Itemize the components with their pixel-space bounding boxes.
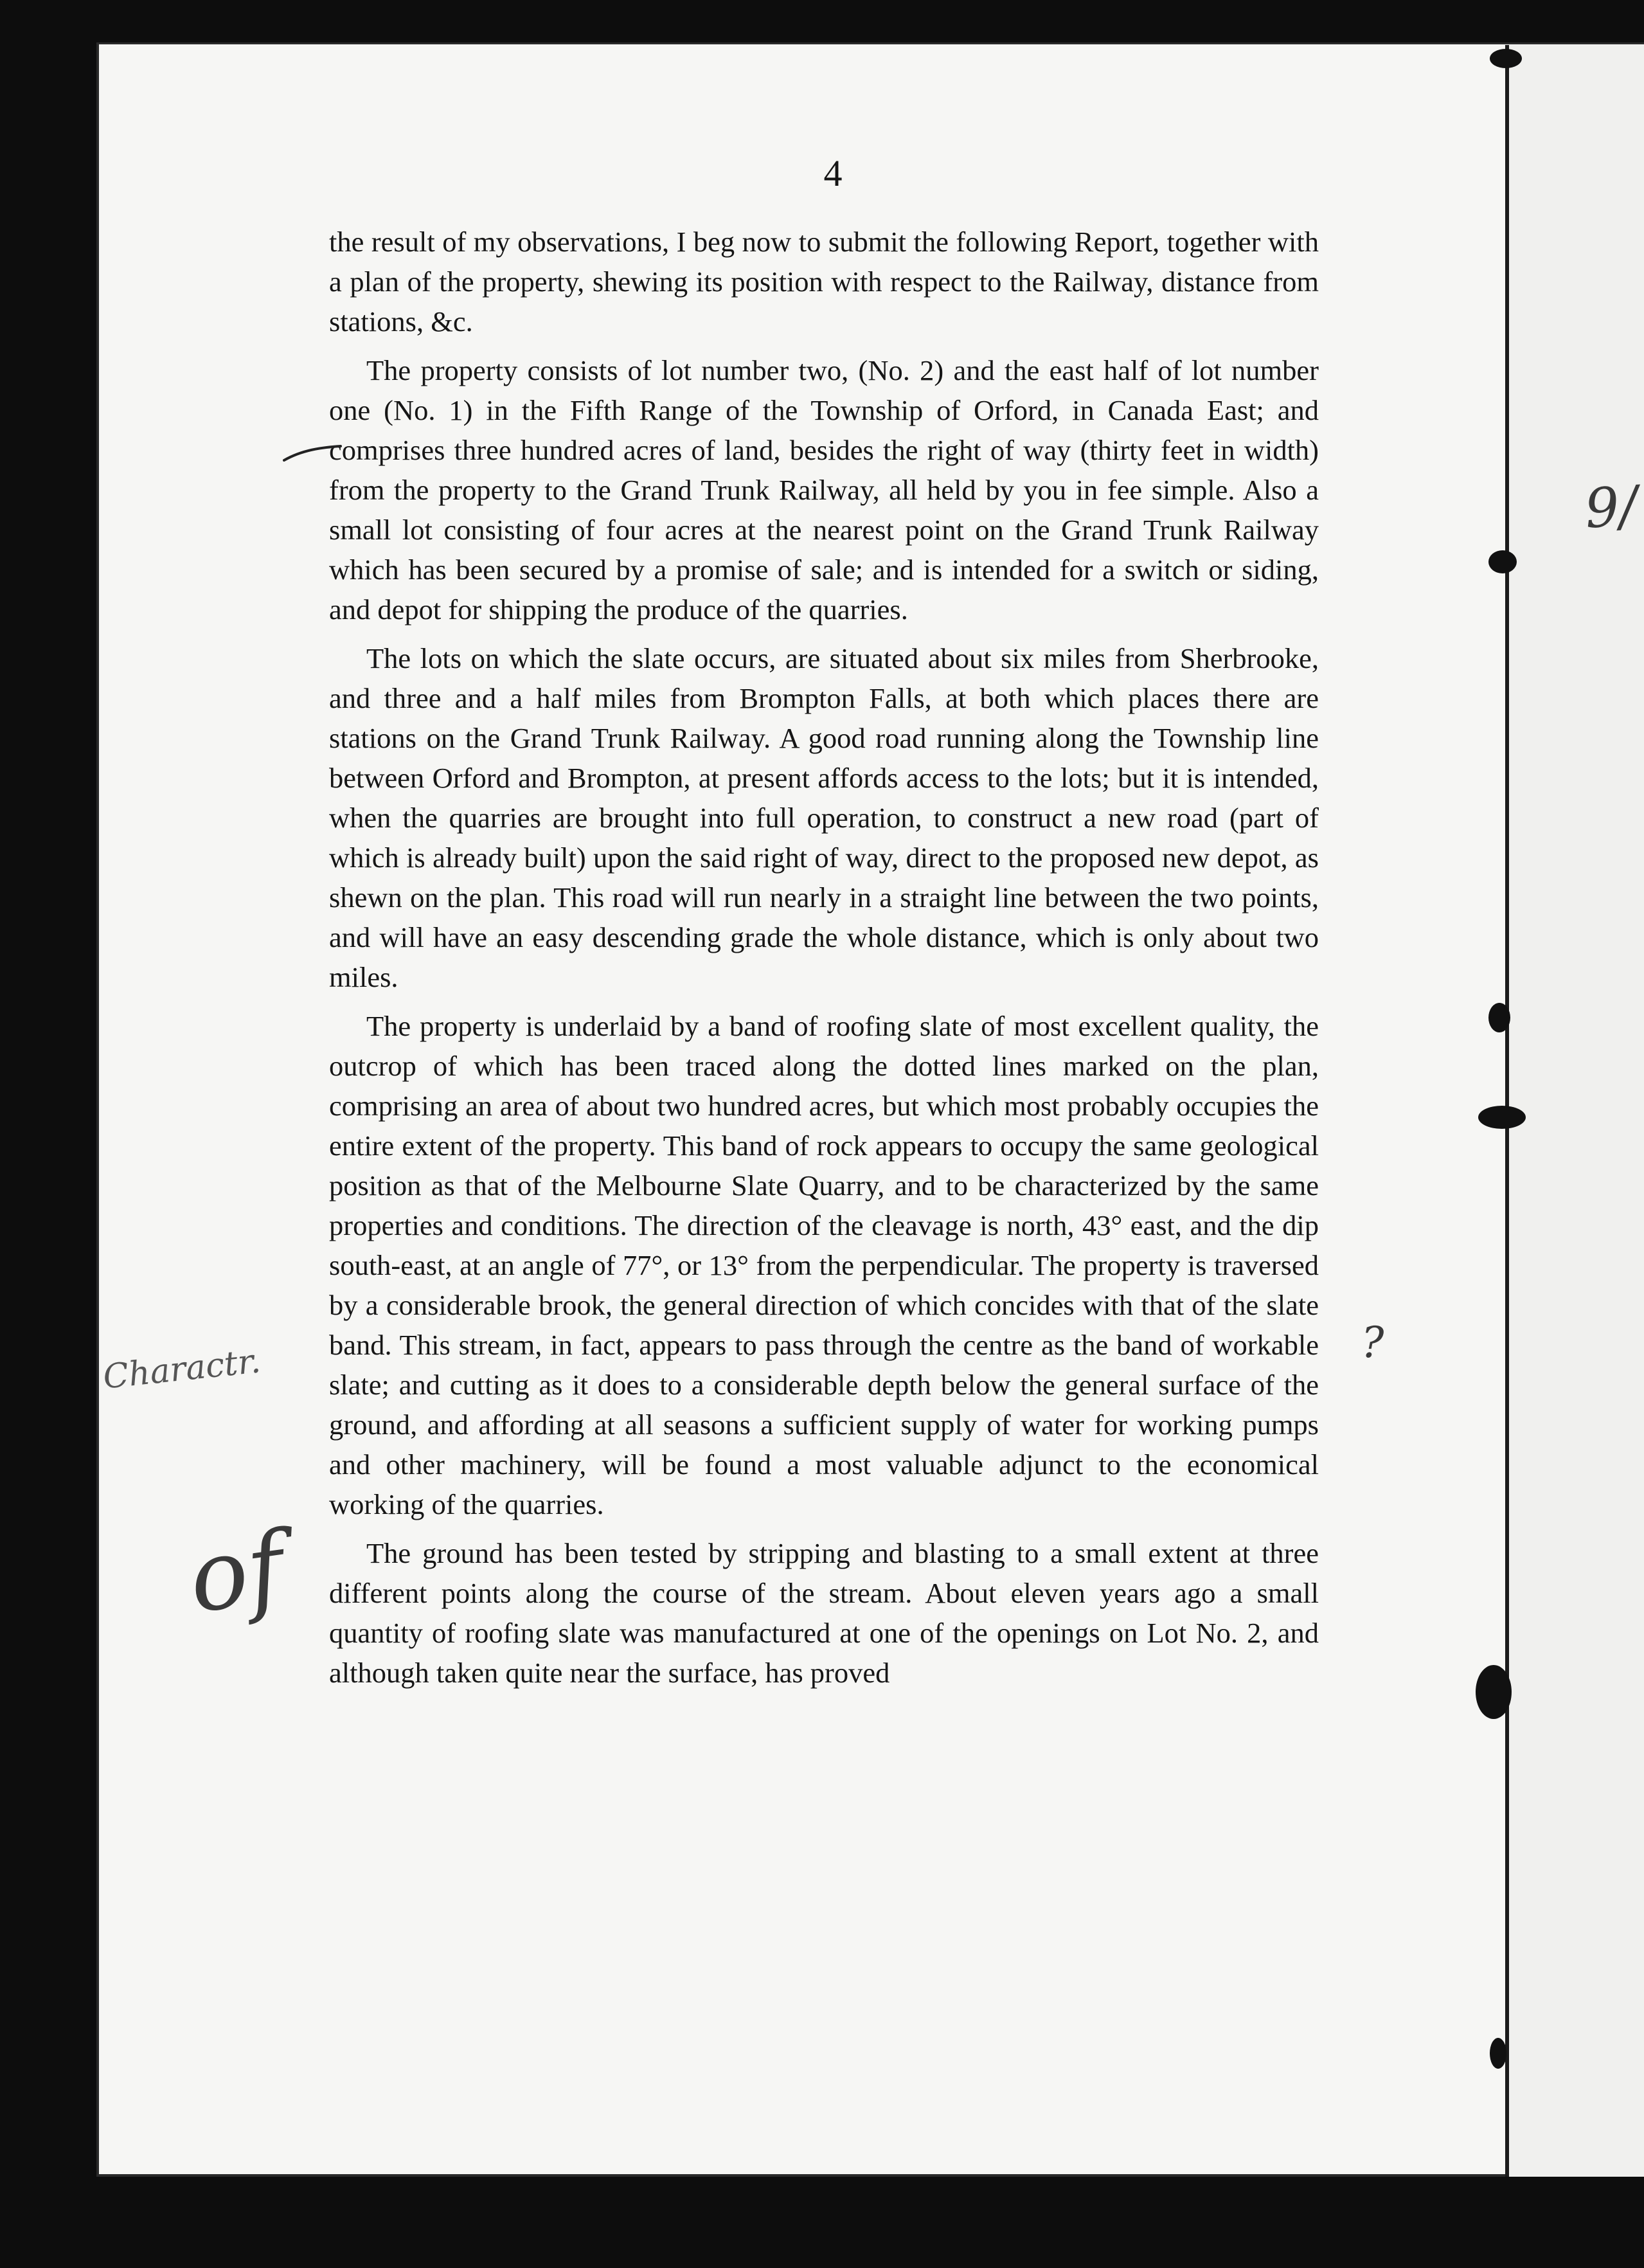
binding-blob	[1478, 1106, 1526, 1129]
paragraph: The property consists of lot number two, (No. 2) and the east half of lot number one (No. 1) in the Fifth Range of the Township of Orford, in Canada East; and comprises three hundred acres of land, besides the right of way (thirty feet in width) from the property to the Grand Trunk Railway, all held by you in fee simple. Also a small lot consisting of four acres at the nearest point on the Grand Trunk Railway which has been secured by a promise of sale; and is intended for a switch or siding, and depot for shipping the produce of the quarries.	[329, 354, 1319, 626]
handwritten-annotation: ?	[1361, 1318, 1384, 1367]
body-text	[329, 222, 1319, 1702]
binding-blob	[1476, 1665, 1512, 1719]
handwritten-annotation: of	[182, 1511, 291, 1635]
paragraph: the result of my observations, I beg now to submit the following Report, together with a plan of the property, shewing its position with respect to the Railway, distance from stations, &c.	[329, 226, 1319, 338]
scan-border-top	[0, 0, 1644, 45]
paragraph: The property is underlaid by a band of roofing slate of most excellent quality, the outcrop of which has been traced along the dotted lines marked on the plan, comprising an area of about two hundred acres, but which most probably occupies the entire extent of the property. This band of rock appears to occupy the same geological position as that of the Melbourne Slate Quarry, and to be characterized by the same properties and conditions. The direction of the cleavage is north, 43° east, and the dip south-east, at an angle of 77°, or 13° from the perpendicular. The property is traversed by a considerable brook, the general direction of which concides with that of the slate band. This stream, in fact, appears to pass through the centre as the band of workable slate; and cutting as it does to a considerable depth below the general surface of the ground, and affording at all seasons a sufficient supply of water for working pumps and other machinery, will be found a most valuable adjunct to the economical working of the quarries.	[329, 1010, 1319, 1520]
scan-border-bottom	[0, 2177, 1644, 2268]
binding-blob	[1490, 2038, 1506, 2069]
binding-blob	[1488, 1003, 1510, 1032]
handwritten-annotation: 9/	[1582, 474, 1640, 541]
scan-border-left	[0, 0, 96, 2268]
paragraph: The lots on which the slate occurs, are situated about six miles from Sherbrooke, and three and a half miles from Brompton Falls, at both which places there are stations on the Grand Trunk Railway. A good road running along the Township line between Orford and Brompton, at present affords access to the lots; but it is intended, when the quarries are brought into full operation, to construct a new road (part of which is already built) upon the said right of way, direct to the proposed new depot, as shewn on the plan. This road will run nearly in a straight line between the two points, and will have an easy descending grade the whole distance, which is only about two miles.	[329, 642, 1319, 993]
binding-blob	[1488, 550, 1517, 573]
handwritten-annotation: Charactr.	[101, 1342, 263, 1397]
pencil-mark	[283, 444, 342, 463]
paragraph: The ground has been tested by stripping and blasting to a small extent at three different points along the course of the stream. About eleven years ago a small quantity of roofing slate was manufactured at one of the openings on Lot No. 2, and although taken quite near the surface, has proved	[329, 1537, 1319, 1689]
binding-blob	[1490, 49, 1522, 68]
adjacent-page-strip	[1509, 45, 1644, 2179]
page-number: 4	[823, 152, 843, 194]
